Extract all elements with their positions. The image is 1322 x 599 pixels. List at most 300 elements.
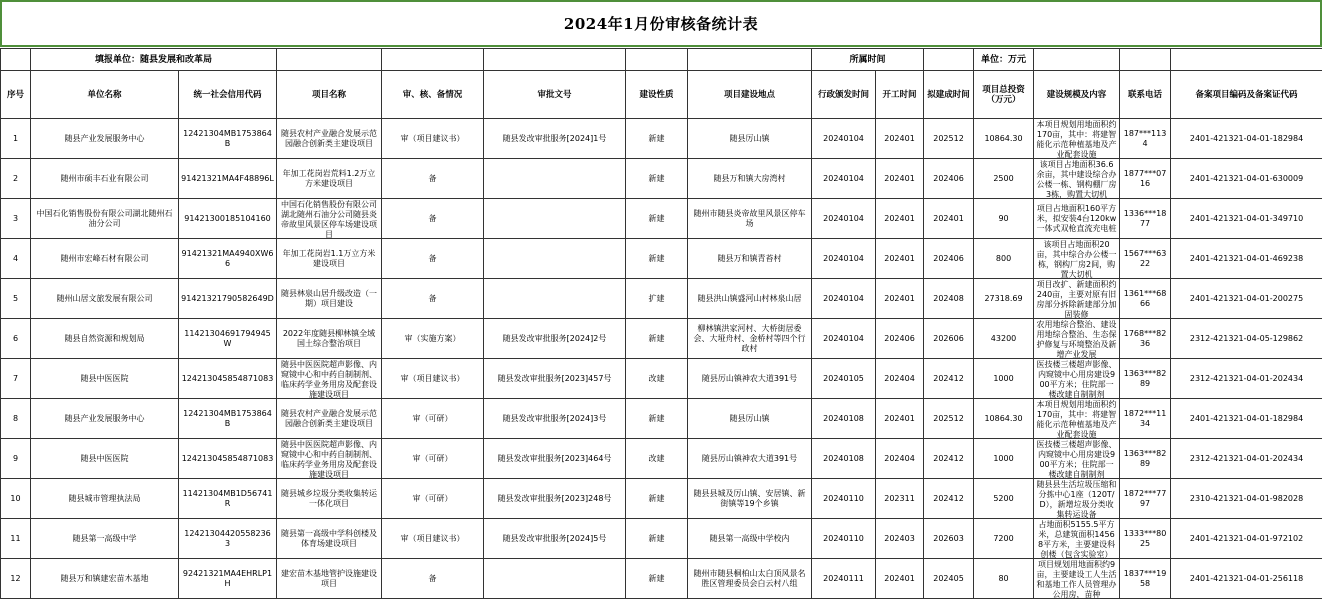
cell-location[interactable]	[688, 399, 812, 439]
cell-location[interactable]	[688, 279, 812, 319]
table-row	[1, 359, 1322, 399]
cell-project-name[interactable]	[277, 159, 382, 199]
cell-build-nature[interactable]	[626, 239, 688, 279]
header-investment[interactable]: 项目总投资（万元）	[974, 71, 1034, 119]
cell-project-name[interactable]	[277, 119, 382, 159]
cell-location-text: 随县厉山镇	[690, 134, 809, 144]
header-approval-status[interactable]: 审、核、备情况	[382, 71, 484, 119]
cell-finish-time[interactable]	[924, 399, 974, 439]
cell-approval-status[interactable]	[382, 239, 484, 279]
cell-investment-text: 7200	[976, 534, 1031, 544]
cell-build-nature[interactable]	[626, 439, 688, 479]
cell-location-text: 随县厉山镇神农大道391号	[690, 454, 809, 464]
cell-approval-doc[interactable]	[484, 479, 626, 519]
cell-project-name[interactable]	[277, 359, 382, 399]
cell-build-nature[interactable]	[626, 199, 688, 239]
cell-finish-time[interactable]	[924, 559, 974, 599]
cell-investment[interactable]	[974, 519, 1034, 559]
table-row	[1, 479, 1322, 519]
cell-seq-text: 10	[3, 494, 28, 504]
cell-project-name[interactable]	[277, 239, 382, 279]
cell-start-time[interactable]	[876, 519, 924, 559]
cell-approval-status[interactable]	[382, 479, 484, 519]
cell-approval-status-text: 备	[384, 214, 481, 224]
cell-finish-time-text: 202406	[926, 174, 971, 184]
cell-finish-time[interactable]	[924, 479, 974, 519]
cell-credit-code-text: 91421321MA4F48896L	[181, 174, 274, 184]
cell-seq[interactable]	[1, 319, 31, 359]
cell-admin-date[interactable]	[812, 159, 876, 199]
cell-project-name-text: 年加工花岗岩荒料1.2万立方米建设项目	[279, 169, 379, 189]
cell-scale-text: 项目占地面积160平方米，拟安装4台120kw一体式双枪直流充电桩	[1036, 204, 1117, 234]
cell-phone[interactable]	[1120, 479, 1171, 519]
cell-approval-doc[interactable]	[484, 239, 626, 279]
cell-investment-text: 90	[976, 214, 1031, 224]
cell-unit-name[interactable]	[31, 199, 179, 239]
cell-unit-name[interactable]	[31, 239, 179, 279]
cell-phone-text: 1567***6322	[1122, 249, 1168, 269]
meta-cell-blank[interactable]	[924, 49, 974, 71]
cell-finish-time[interactable]	[924, 319, 974, 359]
cell-build-nature[interactable]	[626, 559, 688, 599]
cell-build-nature[interactable]	[626, 119, 688, 159]
cell-admin-date[interactable]	[812, 279, 876, 319]
cell-scale-text: 医技楼三楼超声影像、内窥镜中心用房建设900平方米；住院部一楼改建自制制剂	[1036, 360, 1117, 398]
cell-record-code[interactable]	[1171, 199, 1322, 239]
cell-build-nature-text: 新建	[628, 134, 685, 144]
cell-start-time[interactable]	[876, 319, 924, 359]
cell-build-nature-text: 新建	[628, 214, 685, 224]
cell-credit-code[interactable]	[179, 119, 277, 159]
table-row	[1, 279, 1322, 319]
cell-start-time-text: 202311	[878, 494, 921, 504]
cell-location[interactable]	[688, 159, 812, 199]
cell-investment-text: 27318.69	[976, 294, 1031, 304]
cell-build-nature[interactable]	[626, 159, 688, 199]
header-build-nature[interactable]: 建设性质	[626, 71, 688, 119]
cell-build-nature-text: 新建	[628, 414, 685, 424]
cell-investment-text: 10864.30	[976, 414, 1031, 424]
cell-credit-code[interactable]	[179, 279, 277, 319]
cell-phone-text: 1361***6866	[1122, 289, 1168, 309]
cell-scale[interactable]	[1034, 359, 1120, 399]
header-phone[interactable]: 联系电话	[1120, 71, 1171, 119]
meta-cell-blank[interactable]	[1120, 49, 1171, 71]
cell-scale-text: 农用地综合整治、建设用地综合整治、生态保护修复与环境整治及新增产业发展	[1036, 320, 1117, 358]
unit-label-cell[interactable]: 单位：万元	[974, 49, 1034, 71]
cell-credit-code[interactable]	[179, 479, 277, 519]
cell-phone[interactable]	[1120, 439, 1171, 479]
cell-seq[interactable]	[1, 399, 31, 439]
cell-approval-doc-text: 随县发改审批服务[2024]1号	[486, 134, 623, 144]
cell-credit-code[interactable]	[179, 559, 277, 599]
cell-credit-code[interactable]	[179, 239, 277, 279]
cell-finish-time-text: 202512	[926, 134, 971, 144]
meta-cell-blank[interactable]	[626, 49, 688, 71]
header-scale[interactable]: 建设规模及内容	[1034, 71, 1120, 119]
cell-build-nature[interactable]	[626, 359, 688, 399]
cell-project-name[interactable]	[277, 319, 382, 359]
cell-unit-name[interactable]	[31, 319, 179, 359]
cell-seq[interactable]	[1, 439, 31, 479]
cell-investment[interactable]	[974, 399, 1034, 439]
header-location[interactable]: 项目建设地点	[688, 71, 812, 119]
header-approval-doc[interactable]: 审批文号	[484, 71, 626, 119]
cell-admin-date-text: 20240104	[814, 174, 873, 184]
cell-seq-text: 9	[3, 454, 28, 464]
cell-project-name[interactable]	[277, 279, 382, 319]
cell-start-time[interactable]	[876, 279, 924, 319]
cell-scale[interactable]	[1034, 159, 1120, 199]
cell-approval-status[interactable]	[382, 199, 484, 239]
cell-seq[interactable]	[1, 159, 31, 199]
cell-admin-date[interactable]	[812, 439, 876, 479]
cell-investment[interactable]	[974, 199, 1034, 239]
header-project-name[interactable]: 项目名称	[277, 71, 382, 119]
meta-cell-blank[interactable]	[688, 49, 812, 71]
cell-credit-code[interactable]	[179, 199, 277, 239]
cell-scale[interactable]	[1034, 119, 1120, 159]
cell-record-code[interactable]	[1171, 399, 1322, 439]
cell-admin-date-text: 20240110	[814, 534, 873, 544]
cell-approval-status[interactable]	[382, 159, 484, 199]
cell-record-code[interactable]	[1171, 359, 1322, 399]
cell-phone[interactable]	[1120, 279, 1171, 319]
cell-finish-time[interactable]	[924, 439, 974, 479]
cell-unit-name-text: 随县自然资源和规划局	[33, 334, 176, 344]
cell-start-time-text: 202403	[878, 534, 921, 544]
cell-phone[interactable]	[1120, 119, 1171, 159]
cell-credit-code[interactable]	[179, 519, 277, 559]
cell-location[interactable]	[688, 119, 812, 159]
cell-credit-code-text: 11421304MB1D56741R	[181, 489, 274, 509]
sheet-title-bar	[0, 0, 1322, 47]
cell-unit-name[interactable]	[31, 479, 179, 519]
cell-start-time[interactable]	[876, 559, 924, 599]
cell-phone-text: 1877***0716	[1122, 169, 1168, 189]
cell-admin-date[interactable]	[812, 359, 876, 399]
cell-phone-text: 1363***8289	[1122, 449, 1168, 469]
cell-scale[interactable]	[1034, 559, 1120, 599]
cell-phone[interactable]	[1120, 239, 1171, 279]
cell-scale[interactable]	[1034, 479, 1120, 519]
cell-project-name[interactable]	[277, 439, 382, 479]
cell-scale[interactable]	[1034, 279, 1120, 319]
cell-location-text: 随县万和镇青苔村	[690, 254, 809, 264]
cell-admin-date[interactable]	[812, 559, 876, 599]
cell-location-text: 随县厉山镇	[690, 414, 809, 424]
cell-credit-code[interactable]	[179, 399, 277, 439]
cell-admin-date[interactable]	[812, 399, 876, 439]
cell-scale[interactable]	[1034, 519, 1120, 559]
cell-build-nature[interactable]	[626, 519, 688, 559]
cell-approval-status[interactable]	[382, 559, 484, 599]
cell-admin-date[interactable]	[812, 119, 876, 159]
cell-unit-name-text: 随州市硕丰石业有限公司	[33, 174, 176, 184]
cell-admin-date[interactable]	[812, 519, 876, 559]
meta-cell-blank[interactable]	[484, 49, 626, 71]
cell-investment[interactable]	[974, 559, 1034, 599]
cell-credit-code[interactable]	[179, 359, 277, 399]
cell-unit-name[interactable]	[31, 159, 179, 199]
header-credit-code[interactable]: 统一社会信用代码	[179, 71, 277, 119]
cell-seq-text: 11	[3, 534, 28, 544]
header-finish-time[interactable]: 拟建成时间	[924, 71, 974, 119]
cell-approval-doc[interactable]	[484, 119, 626, 159]
cell-seq[interactable]	[1, 479, 31, 519]
cell-start-time[interactable]	[876, 479, 924, 519]
cell-approval-doc[interactable]	[484, 439, 626, 479]
cell-approval-status-text: 审（项目建议书）	[384, 374, 481, 384]
header-record-code[interactable]: 备案项目编码及备案证代码	[1171, 71, 1322, 119]
cell-scale[interactable]	[1034, 439, 1120, 479]
cell-start-time[interactable]	[876, 159, 924, 199]
cell-location[interactable]	[688, 359, 812, 399]
cell-approval-doc-text: 随县发改审批服务[2024]2号	[486, 334, 623, 344]
cell-scale[interactable]	[1034, 399, 1120, 439]
cell-build-nature[interactable]	[626, 479, 688, 519]
cell-location[interactable]	[688, 439, 812, 479]
cell-approval-doc[interactable]	[484, 279, 626, 319]
cell-finish-time[interactable]	[924, 519, 974, 559]
header-seq[interactable]: 序号	[1, 71, 31, 119]
cell-finish-time-text: 202412	[926, 454, 971, 464]
cell-admin-date[interactable]	[812, 239, 876, 279]
cell-investment[interactable]	[974, 119, 1034, 159]
cell-seq[interactable]	[1, 199, 31, 239]
cell-admin-date-text: 20240104	[814, 254, 873, 264]
cell-credit-code[interactable]	[179, 159, 277, 199]
cell-seq[interactable]	[1, 239, 31, 279]
table-row	[1, 119, 1322, 159]
cell-approval-doc[interactable]	[484, 319, 626, 359]
cell-build-nature[interactable]	[626, 279, 688, 319]
cell-record-code[interactable]	[1171, 559, 1322, 599]
cell-phone[interactable]	[1120, 399, 1171, 439]
cell-investment[interactable]	[974, 319, 1034, 359]
cell-record-code[interactable]	[1171, 439, 1322, 479]
cell-approval-status[interactable]	[382, 279, 484, 319]
cell-phone[interactable]	[1120, 519, 1171, 559]
cell-seq[interactable]	[1, 559, 31, 599]
cell-finish-time-text: 202412	[926, 374, 971, 384]
cell-phone[interactable]	[1120, 559, 1171, 599]
cell-seq-text: 4	[3, 254, 28, 264]
cell-investment[interactable]	[974, 159, 1034, 199]
cell-finish-time[interactable]	[924, 159, 974, 199]
cell-location-text: 随州市随县炎帝故里风景区停车场	[690, 209, 809, 229]
cell-start-time[interactable]	[876, 399, 924, 439]
cell-project-name-text: 中国石化销售股份有限公司湖北随州石油分公司随县炎帝故里风景区停车场建设项目	[279, 200, 379, 238]
cell-unit-name[interactable]	[31, 119, 179, 159]
header-unit-name[interactable]: 单位名称	[31, 71, 179, 119]
cell-approval-doc[interactable]	[484, 559, 626, 599]
table-row	[1, 399, 1322, 439]
cell-unit-name-text: 随县产业发展服务中心	[33, 414, 176, 424]
cell-build-nature-text: 新建	[628, 174, 685, 184]
cell-project-name[interactable]	[277, 519, 382, 559]
cell-record-code-text: 2310-421321-04-01-982028	[1173, 494, 1320, 504]
cell-start-time[interactable]	[876, 439, 924, 479]
cell-approval-status-text: 审（项目建议书）	[384, 134, 481, 144]
cell-approval-doc[interactable]	[484, 359, 626, 399]
cell-admin-date[interactable]	[812, 319, 876, 359]
cell-project-name[interactable]	[277, 479, 382, 519]
cell-admin-date-text: 20240108	[814, 454, 873, 464]
cell-seq[interactable]	[1, 519, 31, 559]
cell-investment-text: 10864.30	[976, 134, 1031, 144]
cell-unit-name[interactable]	[31, 399, 179, 439]
cell-investment[interactable]	[974, 479, 1034, 519]
meta-cell-blank[interactable]	[1034, 49, 1120, 71]
cell-credit-code[interactable]	[179, 319, 277, 359]
cell-project-name-text: 随县农村产业融合发展示范园融合创新类主建设项目	[279, 129, 379, 149]
cell-project-name[interactable]	[277, 199, 382, 239]
cell-phone-text: 1333***8025	[1122, 529, 1168, 549]
cell-record-code[interactable]	[1171, 239, 1322, 279]
cell-location-text: 随县第一高级中学校内	[690, 534, 809, 544]
cell-start-time[interactable]	[876, 199, 924, 239]
cell-phone-text: 1768***8236	[1122, 329, 1168, 349]
cell-scale[interactable]	[1034, 319, 1120, 359]
cell-location[interactable]	[688, 559, 812, 599]
cell-admin-date-text: 20240105	[814, 374, 873, 384]
cell-approval-status[interactable]	[382, 119, 484, 159]
cell-approval-doc[interactable]	[484, 159, 626, 199]
cell-project-name[interactable]	[277, 559, 382, 599]
cell-record-code[interactable]	[1171, 119, 1322, 159]
cell-start-time[interactable]	[876, 239, 924, 279]
cell-investment-text: 5200	[976, 494, 1031, 504]
cell-record-code[interactable]	[1171, 319, 1322, 359]
cell-location[interactable]	[688, 479, 812, 519]
cell-record-code-text: 2401-421321-04-01-349710	[1173, 214, 1320, 224]
cell-approval-doc-text: 随县发改审批服务[2024]5号	[486, 534, 623, 544]
cell-unit-name[interactable]	[31, 559, 179, 599]
cell-location[interactable]	[688, 519, 812, 559]
cell-finish-time[interactable]	[924, 119, 974, 159]
cell-approval-doc[interactable]	[484, 519, 626, 559]
cell-build-nature[interactable]	[626, 319, 688, 359]
cell-finish-time[interactable]	[924, 279, 974, 319]
cell-scale-text: 随县县生活垃圾压缩和分拣中心1座（120T/D），新增垃圾分类收集转运设备	[1036, 480, 1117, 518]
cell-build-nature-text: 扩建	[628, 294, 685, 304]
cell-phone[interactable]	[1120, 199, 1171, 239]
cell-scale-text: 医技楼三楼超声影像、内窥镜中心用房建设900平方米；住院部一楼改建自制制剂	[1036, 440, 1117, 478]
meta-cell-blank[interactable]	[382, 49, 484, 71]
cell-start-time[interactable]	[876, 359, 924, 399]
cell-build-nature-text: 改建	[628, 454, 685, 464]
cell-build-nature-text: 新建	[628, 334, 685, 344]
approval-statistics-table	[0, 48, 1322, 599]
cell-location[interactable]	[688, 239, 812, 279]
cell-location-text: 随县厉山镇神农大道391号	[690, 374, 809, 384]
cell-seq[interactable]	[1, 119, 31, 159]
cell-seq[interactable]	[1, 279, 31, 319]
cell-investment[interactable]	[974, 359, 1034, 399]
cell-record-code[interactable]	[1171, 479, 1322, 519]
cell-seq-text: 3	[3, 214, 28, 224]
cell-start-time-text: 202401	[878, 254, 921, 264]
cell-unit-name[interactable]	[31, 439, 179, 479]
cell-admin-date-text: 20240104	[814, 334, 873, 344]
cell-credit-code-text: 91421321MA4940XW66	[181, 249, 274, 269]
cell-admin-date-text: 20240108	[814, 414, 873, 424]
header-admin-date[interactable]: 行政颁发时间	[812, 71, 876, 119]
cell-finish-time[interactable]	[924, 359, 974, 399]
cell-approval-status[interactable]	[382, 359, 484, 399]
cell-finish-time[interactable]	[924, 239, 974, 279]
cell-approval-status[interactable]	[382, 519, 484, 559]
time-label-cell[interactable]: 所属时间	[812, 49, 924, 71]
cell-location[interactable]	[688, 199, 812, 239]
cell-finish-time-text: 202606	[926, 334, 971, 344]
cell-finish-time[interactable]	[924, 199, 974, 239]
cell-admin-date-text: 20240111	[814, 574, 873, 584]
cell-project-name[interactable]	[277, 399, 382, 439]
cell-phone[interactable]	[1120, 159, 1171, 199]
cell-investment[interactable]	[974, 279, 1034, 319]
cell-record-code[interactable]	[1171, 519, 1322, 559]
cell-approval-doc[interactable]	[484, 399, 626, 439]
meta-cell-blank[interactable]	[1, 49, 31, 71]
cell-credit-code[interactable]	[179, 439, 277, 479]
cell-admin-date[interactable]	[812, 199, 876, 239]
cell-phone[interactable]	[1120, 359, 1171, 399]
cell-location[interactable]	[688, 319, 812, 359]
meta-cell-blank[interactable]	[1171, 49, 1322, 71]
cell-approval-doc[interactable]	[484, 199, 626, 239]
cell-approval-status[interactable]	[382, 319, 484, 359]
cell-credit-code-text: 91421300185104160	[181, 214, 274, 224]
fill-unit-cell[interactable]: 填报单位：随县发展和改革局	[31, 49, 277, 71]
cell-scale[interactable]	[1034, 239, 1120, 279]
cell-build-nature[interactable]	[626, 399, 688, 439]
cell-admin-date[interactable]	[812, 479, 876, 519]
cell-start-time[interactable]	[876, 119, 924, 159]
cell-approval-status[interactable]	[382, 399, 484, 439]
table-row	[1, 199, 1322, 239]
header-start-time[interactable]: 开工时间	[876, 71, 924, 119]
cell-seq[interactable]	[1, 359, 31, 399]
cell-approval-doc-text: 随县发改审批服务[2024]3号	[486, 414, 623, 424]
cell-approval-status[interactable]	[382, 439, 484, 479]
cell-record-code-text: 2312-421321-04-01-202434	[1173, 374, 1320, 384]
cell-unit-name[interactable]	[31, 519, 179, 559]
cell-project-name-text: 建宏苗木基地管护设施建设项目	[279, 569, 379, 589]
cell-investment-text: 2500	[976, 174, 1031, 184]
cell-location-text: 随县县城及厉山镇、安居镇、新街镇等19个乡镇	[690, 489, 809, 509]
cell-investment[interactable]	[974, 239, 1034, 279]
table-row	[1, 519, 1322, 559]
cell-investment[interactable]	[974, 439, 1034, 479]
cell-start-time-text: 202401	[878, 174, 921, 184]
meta-cell-blank[interactable]	[277, 49, 382, 71]
cell-build-nature-text: 改建	[628, 374, 685, 384]
cell-scale-text: 该项目占地面积36.6余亩，其中建设综合办公楼一栋、钢构棚厂房3栋，购置大切机	[1036, 160, 1117, 198]
cell-record-code[interactable]	[1171, 279, 1322, 319]
cell-phone-text: 1872***7797	[1122, 489, 1168, 509]
cell-project-name-text: 随县农村产业融合发展示范园融合创新类主建设项目	[279, 409, 379, 429]
cell-phone[interactable]	[1120, 319, 1171, 359]
cell-record-code[interactable]	[1171, 159, 1322, 199]
cell-unit-name[interactable]	[31, 359, 179, 399]
cell-unit-name[interactable]	[31, 279, 179, 319]
cell-approval-status-text: 备	[384, 294, 481, 304]
cell-unit-name-text: 随州山居文旅发展有限公司	[33, 294, 176, 304]
cell-scale[interactable]	[1034, 199, 1120, 239]
table-row	[1, 439, 1322, 479]
